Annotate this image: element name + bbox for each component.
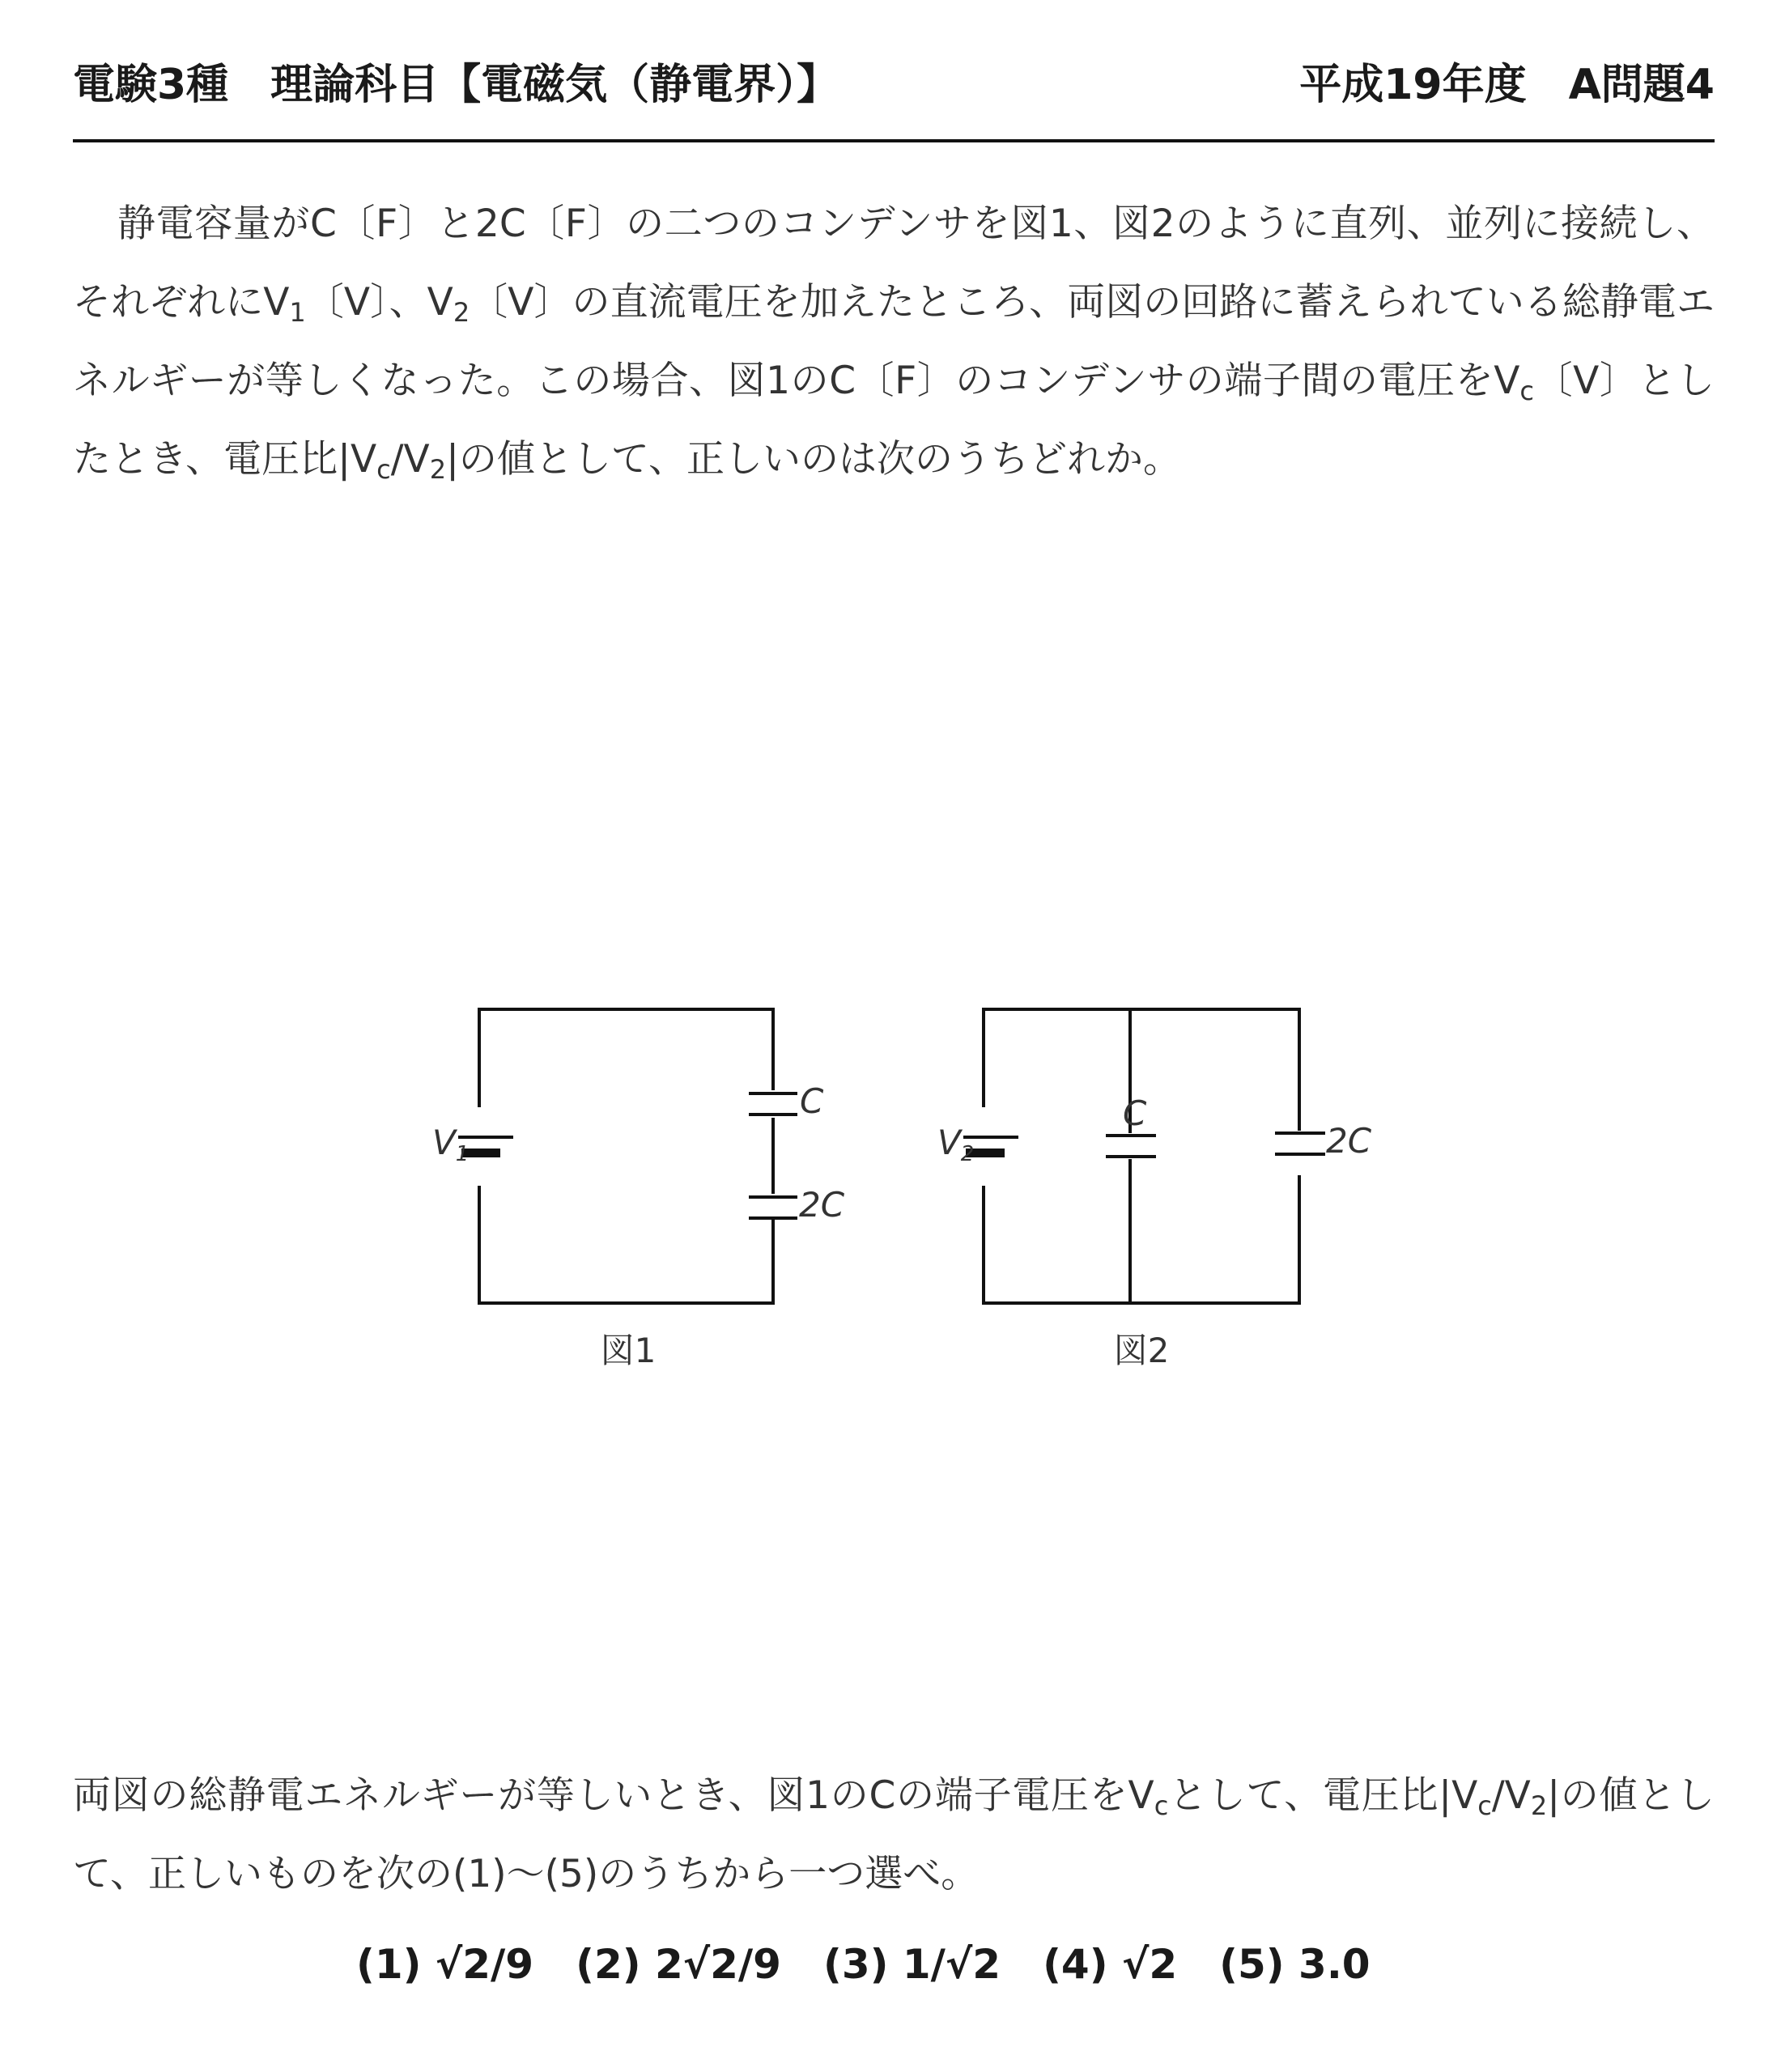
figure2-caption: 図2 [1113, 1331, 1170, 1370]
answer-choices [356, 1941, 1570, 1998]
figure1-caption: 図1 [600, 1331, 657, 1370]
figure1-circuit [458, 1009, 797, 1303]
exam-year-problem: 平成19年度 A問題4 [1299, 61, 1715, 109]
choice-5[interactable]: (5) 3.0 [1219, 1941, 1371, 1988]
subject-title: 電験3種 理論科目【電磁気（静電界）】 [73, 61, 839, 109]
question-text: 静電容量がC〔F〕と2C〔F〕の二つのコンデンサを図1、図2のように直列、並列に接続し、それぞれに$V_1$〔V〕、$V_2$〔V〕の直流電圧を加えたところ、両図の回路に蓄えられている総静電エネルギーが等しくなった。この場合、図1のC〔F〕のコンデンサの端子間の電圧を$V_c$〔V〕としたとき、電圧比$|V_c/V_2|$の値として、正しいのは次のうちどれか。 [73, 202, 1715, 485]
figure2-circuit [963, 1009, 1325, 1303]
choice-2[interactable]: (2) 2√2/9 [576, 1941, 781, 1988]
figure1-cap-2c-label: 2C [799, 1185, 845, 1225]
figure2-cap-2c-label: 2C [1326, 1121, 1372, 1161]
figure1-source-label: V1 [432, 1123, 470, 1166]
figure2-cap-c-label: C [1123, 1093, 1147, 1133]
choice-4[interactable]: (4) √2 [1043, 1941, 1178, 1988]
figure2-source-label: V2 [937, 1123, 975, 1166]
figure1-wire-top [479, 1009, 773, 1107]
figure1-wire-bottom [479, 1186, 773, 1303]
choice-3[interactable]: (3) 1/√2 [822, 1941, 1001, 1988]
figure1-cap-c-label: C [800, 1081, 824, 1121]
instruction-text: 両図の総静電エネルギーが等しいとき、図1のCの端子電圧を$V_c$として、電圧比$|V_c/V_2|$の値として、正しいものを次の(1)～(5)のうちから一つ選べ。 [73, 1773, 1715, 1896]
choice-1[interactable]: (1) √2/9 [356, 1941, 534, 1988]
figure2-wire-bottom [984, 1175, 1299, 1303]
